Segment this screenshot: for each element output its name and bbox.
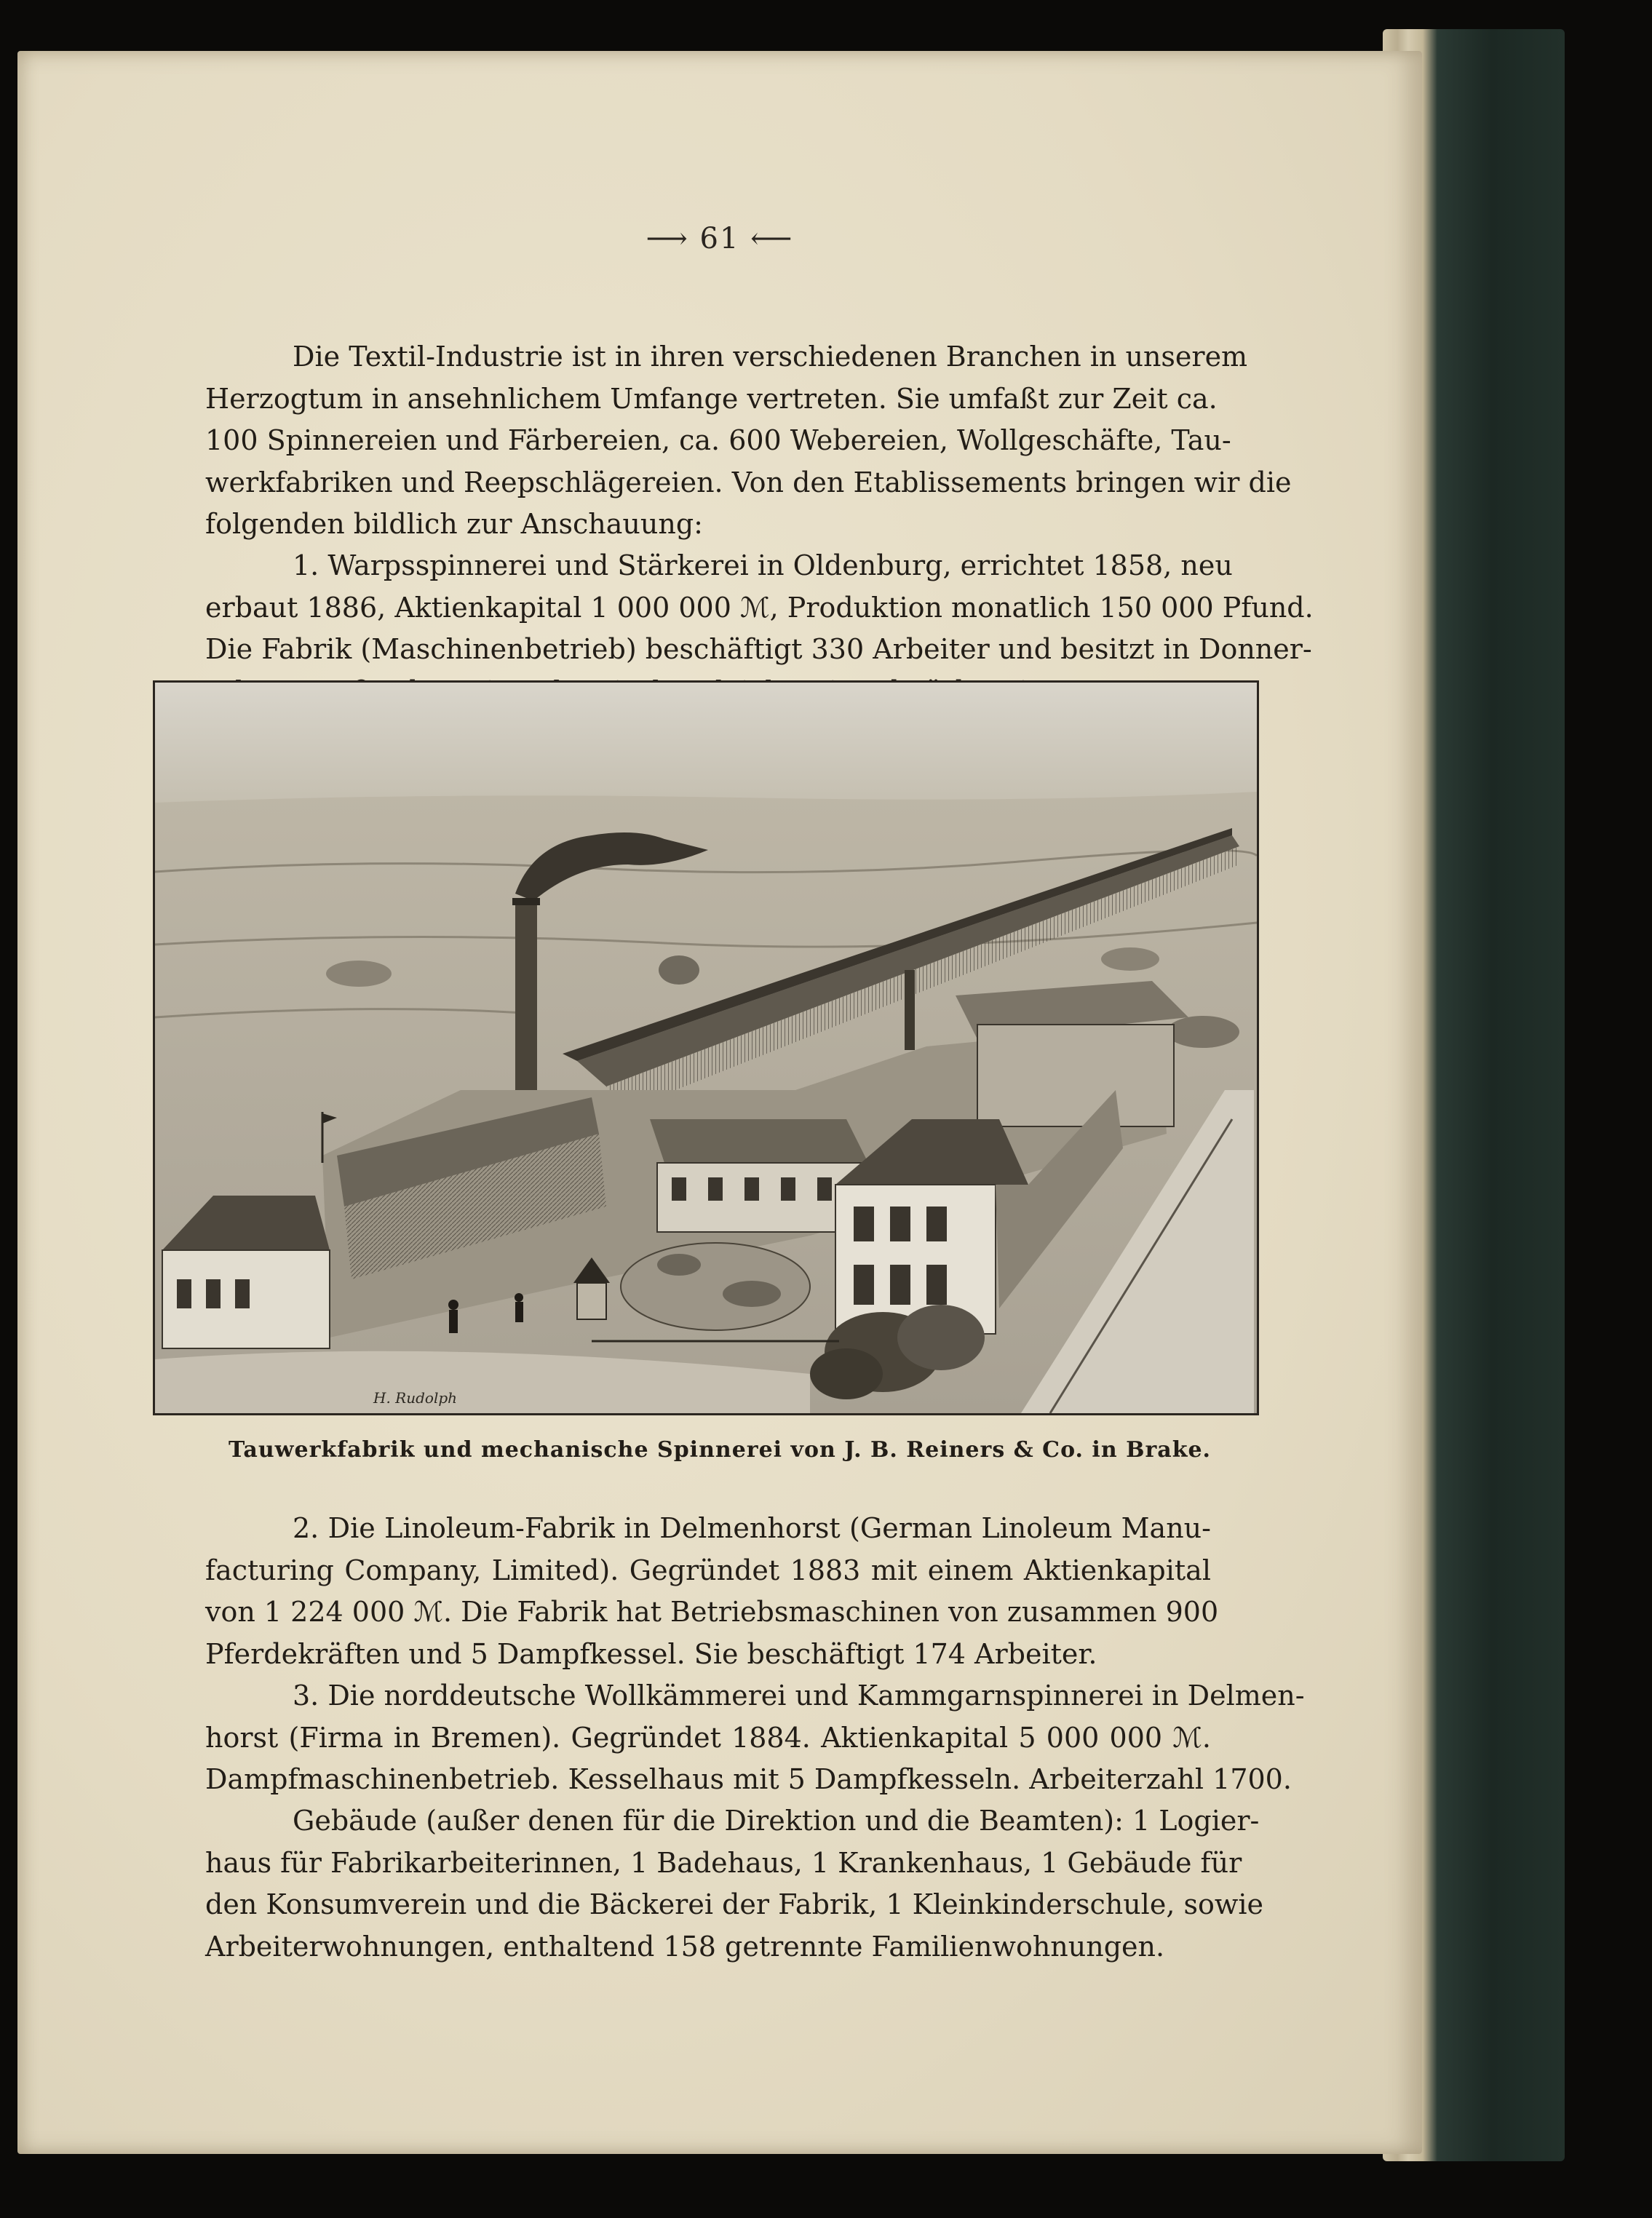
item-3-paragraph xyxy=(205,1675,1305,1801)
text-line: haus für Fabrikarbeiterinnen, 1 Badehaus, 1 Krankenhaus, 1 Gebäude für xyxy=(205,1846,1242,1879)
item-2-paragraph xyxy=(205,1508,1219,1675)
text-line: facturing Company, Limited). Gegründet 1883 mit einem Aktienkapital xyxy=(205,1554,1211,1586)
factory-engraving xyxy=(155,683,1257,1413)
text-line: 1. Warpsspinnerei und Stärkerei in Oldenburg, errichtet 1858, neu xyxy=(293,549,1233,581)
text-line: erbaut 1886, Aktienkapital 1 000 000 ℳ, Produktion monatlich 150 000 Pfund. xyxy=(205,591,1314,624)
factory-illustration xyxy=(153,680,1259,1415)
text-line: horst (Firma in Bremen). Gegründet 1884. Aktienkapital 5 000 000 ℳ. xyxy=(205,1721,1211,1754)
text-line: Arbeiterwohnungen, enthaltend 158 getrennte Familienwohnungen. xyxy=(205,1930,1165,1963)
garden xyxy=(621,1243,810,1330)
text-line: Die Fabrik (Maschinenbetrieb) beschäftigt 330 Arbeiter und besitzt in Donner- xyxy=(205,633,1312,665)
buildings-paragraph xyxy=(205,1800,1264,1968)
intro-paragraph xyxy=(205,336,1292,546)
page-number: ⟶ 61 ⟵ xyxy=(646,222,794,255)
text-line: folgenden bildlich zur Anschauung: xyxy=(205,508,703,540)
figure-person xyxy=(449,1310,458,1333)
text-line: Pferdekräften und 5 Dampfkessel. Sie beschäftigt 174 Arbeiter. xyxy=(205,1637,1097,1670)
text-line: Die Textil-Industrie ist in ihren verschiedenen Branchen in unserem xyxy=(293,341,1248,373)
text-line: Herzogtum in ansehnlichem Umfange vertreten. Sie umfaßt zur Zeit ca. xyxy=(205,382,1218,415)
chimney xyxy=(515,901,537,1097)
text-line: 100 Spinnereien und Färbereien, ca. 600 Webereien, Wollgeschäfte, Tau- xyxy=(205,424,1231,456)
text-line: Gebäude (außer denen für die Direktion und die Beamten): 1 Logier- xyxy=(293,1805,1260,1837)
text-line: 3. Die norddeutsche Wollkämmerei und Kammgarnspinnerei in Delmen- xyxy=(293,1680,1305,1712)
text-line: werkfabriken und Reepschlägereien. Von den Etablissements bringen wir die xyxy=(205,466,1292,498)
book-page xyxy=(17,51,1422,2154)
text-line: Dampfmaschinenbetrieb. Kesselhaus mit 5 Dampfkesseln. Arbeiterzahl 1700. xyxy=(205,1763,1292,1795)
figure-caption: Tauwerkfabrik und mechanische Spinnerei von J. B. Reiners & Co. in Brake. xyxy=(228,1437,1212,1463)
text-line: den Konsumverein und die Bäckerei der Fabrik, 1 Kleinkinderschule, sowie xyxy=(205,1888,1264,1920)
text-line: von 1 224 000 ℳ. Die Fabrik hat Betriebsmaschinen von zusammen 900 xyxy=(205,1596,1219,1628)
text-line: 2. Die Linoleum-Fabrik in Delmenhorst (German Linoleum Manu- xyxy=(293,1512,1211,1544)
artist-signature: H. Rudolph xyxy=(373,1389,458,1407)
